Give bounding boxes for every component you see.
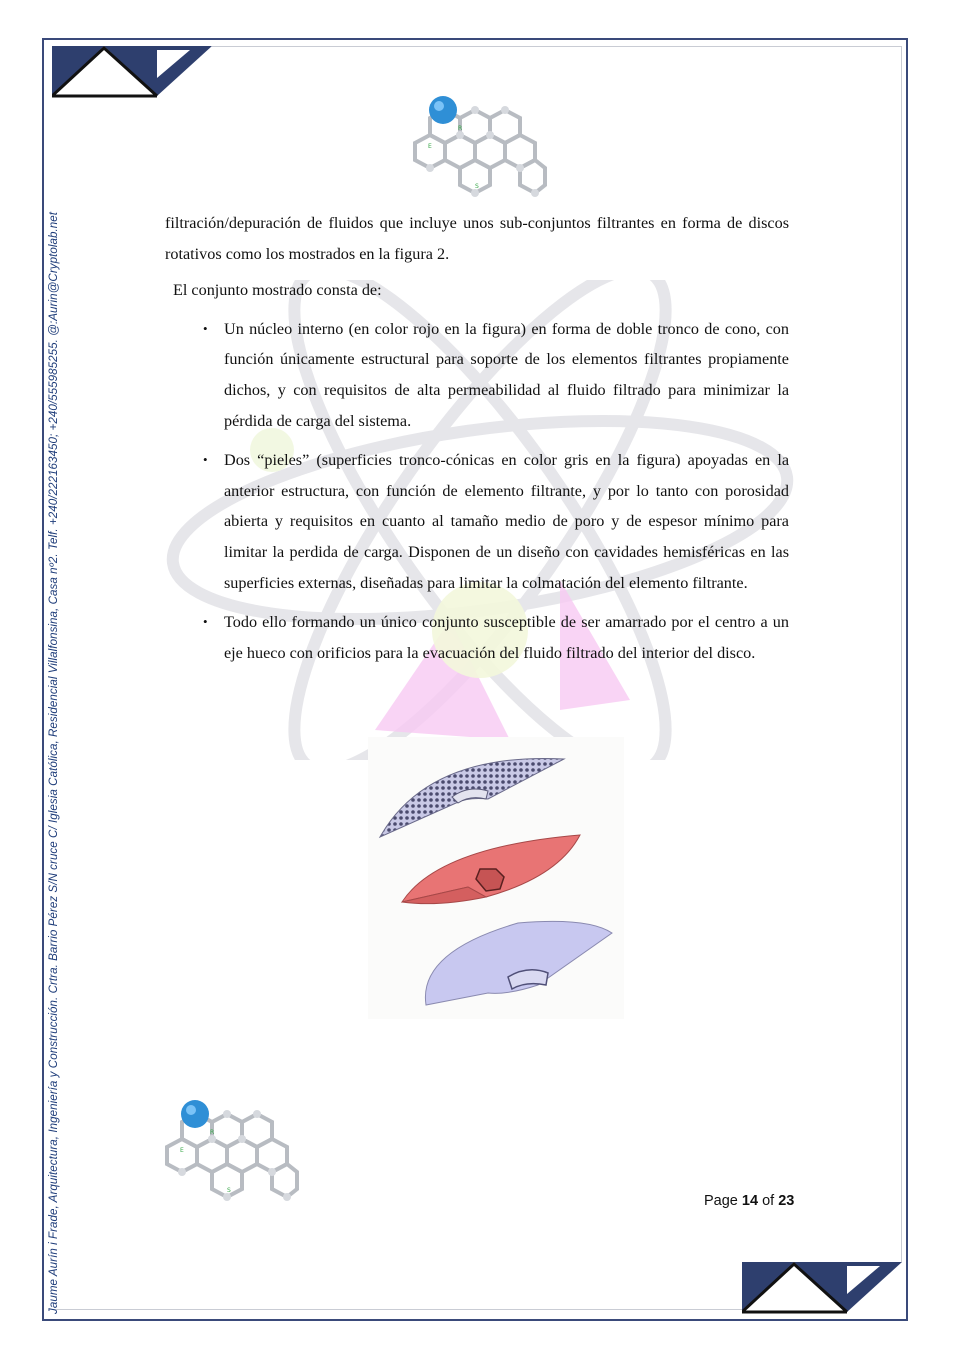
page-label: Page [704,1193,738,1209]
page-current: 14 [741,1193,759,1209]
vertical-contact-text: Jaume Aurín i Frade, Arquitectura, Ingeniería y Construcción. Crtra. Barrio Pérez S/N cruce C/ Iglesia Católica, Residencial Villalfonsina, Casa nº2. Telf. +240/222163450; +240/555985255. @:Aurin@Cryptolab.net [47,212,60,1314]
list-item-text: Dos “pieles” (superficies tronco-cónicas en color gris en la figura) apoyadas en la anterior estructura, con función de elemento filtrante, y por lo tanto con porosidad abierta y requisitos en cuanto al tamaño medio de poro y de espesor mínimo para limitar la perdida de carga. Disponen de un diseño con cavidades hemisféricas en las superficies externas, diseñadas para limitar la colmatación del elemento filtrante. [224,451,789,592]
svg-text:S: S [475,183,479,190]
svg-text:R: R [210,1129,215,1136]
list-item [203,445,789,598]
molecule-logo-header [400,88,550,200]
inner-rule-right [901,46,902,1264]
svg-text:S: S [227,1187,231,1194]
intro-paragraph: filtración/depuración de fluidos que incluye unos sub-conjuntos filtrantes en forma de discos rotativos como los mostrados en la figura 2. [165,214,789,263]
component-list [165,314,789,669]
filter-disc-figure [368,737,624,1019]
list-item [203,314,789,436]
body-text [165,208,789,677]
bullet-glyph: • [203,614,208,630]
svg-text:E: E [180,1147,184,1154]
corner-logo-bottom-right [742,1262,902,1314]
lead-paragraph: El conjunto mostrado consta de: [173,281,382,300]
list-item [203,607,789,668]
molecule-logo-footer [152,1092,302,1204]
list-item-text: Un núcleo interno (en color rojo en la figura) en forma de doble tronco de cono, con función únicamente estructural para soporte de los elementos filtrantes propiamente dichos, y con requisitos de alta permeabilidad al fluido filtrado para minimizar la pérdida de carga del sistema. [224,319,789,430]
bullet-glyph: • [203,320,208,336]
inner-rule-top [212,46,902,47]
svg-text:R: R [458,125,463,132]
list-item-text: Todo ello formando un único conjunto susceptible de ser amarrado por el centro a un eje hueco con orificios para la evacuación del fluido filtrado del interior del disco. [224,613,789,662]
bullet-glyph: • [203,452,208,468]
corner-logo-top-left [52,46,212,98]
inner-rule-bottom [52,1309,742,1310]
page-number [704,1193,794,1209]
svg-text:E: E [428,143,432,150]
page-total: 23 [778,1193,795,1209]
page-of: of [762,1193,775,1209]
